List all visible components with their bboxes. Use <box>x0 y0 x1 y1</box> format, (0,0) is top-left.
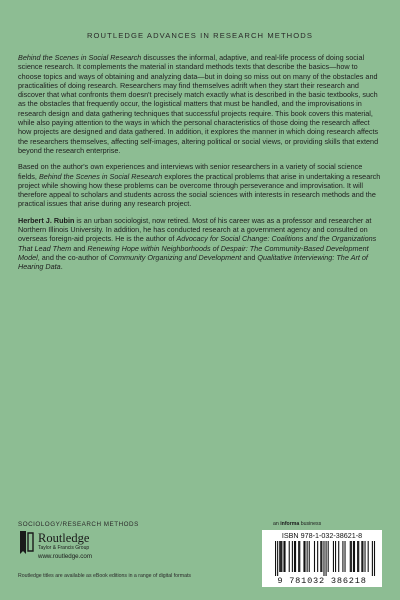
business-prefix: an <box>273 521 281 527</box>
barcode-bar <box>275 541 276 576</box>
barcode-bar <box>361 541 362 572</box>
isbn-label: ISBN 978-1-032-38621-8 <box>281 531 363 540</box>
description-text: Based on the author's own experiences and interviews with senior researchers in a variety of social science fields, <box>18 162 363 181</box>
description-text: discusses the informal, adaptive, and real-life process of doing social science research. It complements the material in standard methods texts that describe the basics—how to choose topics and ways of obtaining and analyzing data—but in doing so miss out on many of the obstacles and practicalities of doing research. Researchers may find themselves adrift when they start their research and discover that what confronts them doesn't precisely match exactly what is described in the basic textbooks, such as the obstacles that frequently occur, the logistical matters that must be handled, and the improvisations in research design and data gathering techniques that successful projects require. This book covers this material, while also paying attention to the ways in which the personal characteristics of those doing the research affect how projects are designed and data gathered. In addition, it explores the manner in which doing research affects the researchers themselves, affecting self-images, altering political or social views, or providing skills that extend beyond the research enterprise. <box>18 53 379 155</box>
barcode-bar <box>280 541 281 572</box>
author-book-4: Qualitative Interviewing: The Art of Hearing Data <box>18 252 368 272</box>
barcode-bar <box>279 541 280 572</box>
barcode-bar <box>362 541 363 572</box>
business-brand: informa <box>280 521 300 527</box>
author-book-2: Renewing Hope within Neighborhoods of Despair: The Community-Based Development Model <box>18 243 369 262</box>
barcode-bar <box>368 541 369 572</box>
barcode-bar <box>314 541 315 572</box>
barcode-bar <box>350 541 351 572</box>
ebook-note: Routledge titles are available as eBook editions in a range of digital formats <box>18 573 192 579</box>
barcode-bar <box>294 541 295 572</box>
barcode-bar <box>333 541 334 572</box>
routledge-book-logo-icon <box>18 530 35 556</box>
barcode-bar <box>357 541 358 572</box>
barcode-bar <box>323 541 324 576</box>
author-bio-text: and <box>71 243 88 253</box>
barcode-bar <box>309 541 310 572</box>
series-title: ROUTLEDGE ADVANCES IN RESEARCH METHODS <box>86 31 314 40</box>
author-bio-text: is an urban sociologist, now retired. Most of his career was as a professor and researcher at Northern Illinois University. In addition, he has conducted research at a government agency and consulted on overseas foreign-aid projects. He is the author of <box>18 215 372 244</box>
barcode-bar <box>299 541 300 572</box>
barcode-bar <box>358 541 359 572</box>
barcode-bar <box>289 541 290 572</box>
description-paragraph-2 <box>18 162 382 208</box>
publisher-url: www.routledge.com <box>38 553 92 560</box>
author-name: Herbert J. Rubin <box>18 215 75 225</box>
barcode-bar <box>364 541 365 572</box>
description-paragraph-1 <box>18 53 382 155</box>
barcode-bar <box>321 541 322 572</box>
barcode-bar <box>303 541 304 572</box>
isbn-barcode-box <box>262 530 382 587</box>
author-book-3: Community Organizing and Development <box>108 252 242 262</box>
barcode-bar <box>320 541 321 572</box>
book-title: Behind the Scenes in Social Research <box>18 53 142 62</box>
barcode-bar <box>281 541 282 572</box>
barcode-bar <box>326 541 327 576</box>
subject-category: SOCIOLOGY/RESEARCH METHODS <box>18 521 139 528</box>
barcode-bar <box>292 541 293 572</box>
publisher-tagline: Taylor & Francis Group <box>38 545 90 551</box>
description-text: explores the practical problems that arise in undertaking a research project while showing how these problems can be overcome through perseverance and improvisation. It will therefore appeal to scholars and students across the social sciences with interests in research methods and the practical issues that arise during any research project. <box>18 171 381 209</box>
barcode-bar <box>284 541 285 572</box>
author-bio-text: and <box>241 252 258 262</box>
isbn-barcode <box>267 541 377 576</box>
barcode-digits: 9 781032 386218 <box>277 576 367 586</box>
back-cover-text <box>18 53 382 279</box>
barcode-bar <box>335 541 336 572</box>
barcode-bar <box>283 541 284 572</box>
book-title: Behind the Scenes in Social Research <box>38 171 163 181</box>
author-bio-text: , and the co-author of <box>37 252 109 262</box>
barcode-bar <box>338 541 339 572</box>
author-bio-text: . <box>60 262 63 272</box>
publisher-logo <box>18 530 158 564</box>
informa-business-note <box>273 521 321 527</box>
barcode-bar <box>344 541 345 572</box>
barcode-bar <box>295 541 296 572</box>
publisher-name: Routledge <box>38 531 90 545</box>
barcode-bar <box>317 541 318 572</box>
barcode-bar <box>353 541 354 572</box>
author-book-1: Advocacy for Social Change: Coalitions and the Organizations That Lead Them <box>18 234 377 253</box>
barcode-bar <box>298 541 299 572</box>
barcode-bar <box>351 541 352 572</box>
business-suffix: business <box>299 521 322 527</box>
barcode-bar <box>342 541 343 572</box>
barcode-bar <box>374 541 375 576</box>
barcode-bar <box>354 541 355 572</box>
barcode-bar <box>372 541 373 576</box>
barcode-bar <box>328 541 329 572</box>
barcode-bar <box>277 541 278 576</box>
barcode-bar <box>307 541 308 572</box>
author-bio <box>18 216 382 272</box>
barcode-bar <box>304 541 305 572</box>
